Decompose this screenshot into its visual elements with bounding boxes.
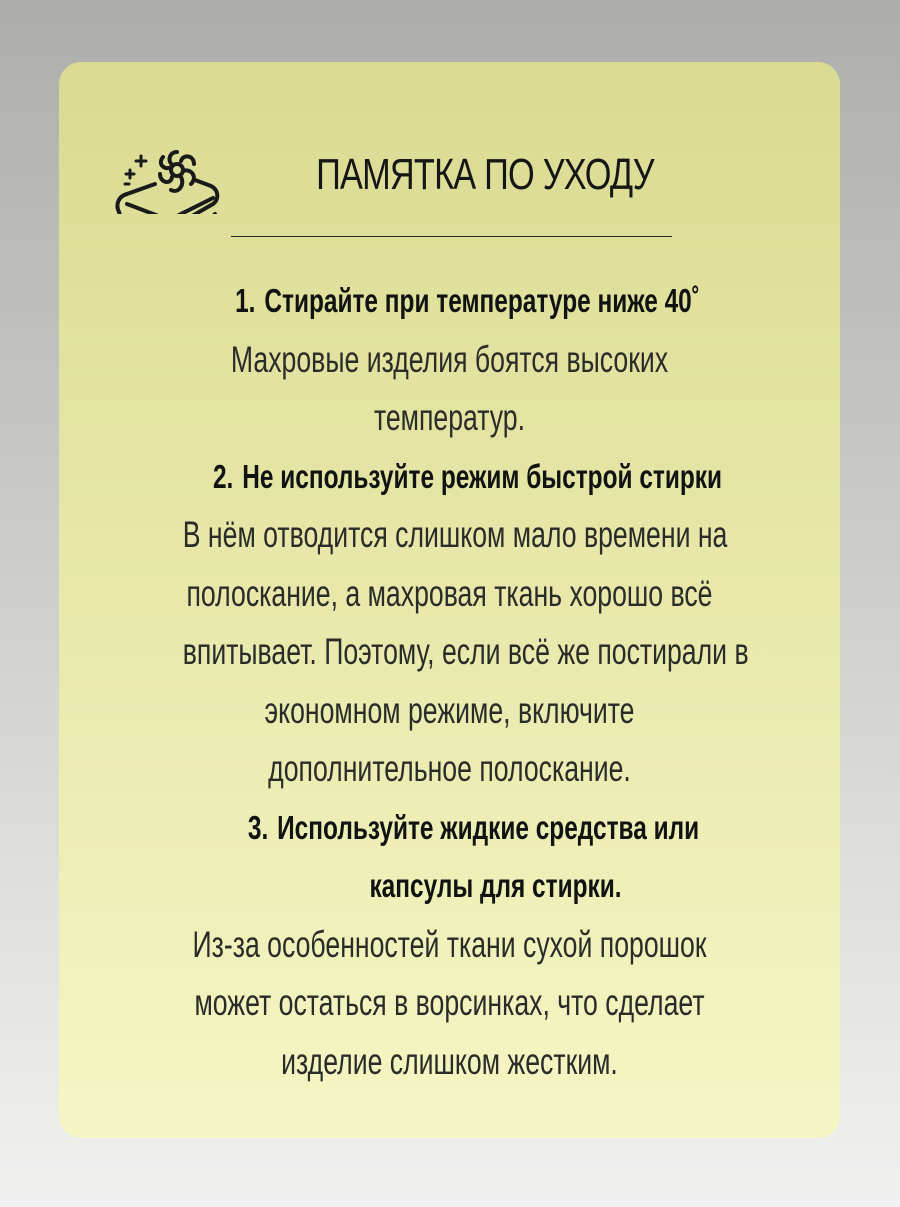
item-2-number: 2.: [212, 457, 234, 495]
item-2-heading-line-1: Не используйте режим быстрой стирки: [242, 457, 723, 495]
item-2-heading: [193, 448, 741, 507]
item-3-heading-line-2: капсулы для стирки.: [369, 867, 622, 904]
item-3-heading: [199, 799, 747, 858]
item-1-text-line-1: Махровые изделия боятся высоких: [230, 338, 669, 380]
item-3-text-line-1: Из-за особенностей ткани сухой порошок: [192, 923, 707, 965]
item-2-text-line-5: дополнительное полоскание.: [268, 748, 631, 789]
item-2-text-line-3: впитывает. Поэтому, если всё же постирали в: [182, 631, 749, 672]
item-1-text-line-2: температур.: [373, 397, 526, 438]
item-1-heading-line-1: Стирайте при температуре ниже 40˚: [264, 282, 700, 319]
instructions-list: [79, 272, 820, 1091]
item-3-heading-line-1: Используйте жидкие средства или: [277, 808, 700, 846]
item-3-number: 3.: [247, 808, 269, 846]
item-1-heading: [193, 272, 741, 331]
item-3-text-line-3: изделие слишком жестким.: [281, 1040, 618, 1082]
item-3-text-line-2: может остаться в ворсинках, что сделает: [194, 982, 705, 1023]
title-divider: [231, 236, 672, 237]
item-2-text-line-1: В нём отводится слишком мало времени на: [182, 514, 728, 555]
item-2-text-line-4: экономном режиме, включите: [264, 689, 635, 731]
care-instructions-card: [59, 62, 840, 1138]
item-2-text-line-2: полоскание, а махровая ткань хорошо всё: [186, 572, 713, 614]
item-1-number: 1.: [235, 282, 256, 319]
page-title: ПАМЯТКА ПО УХОДУ: [316, 150, 654, 199]
